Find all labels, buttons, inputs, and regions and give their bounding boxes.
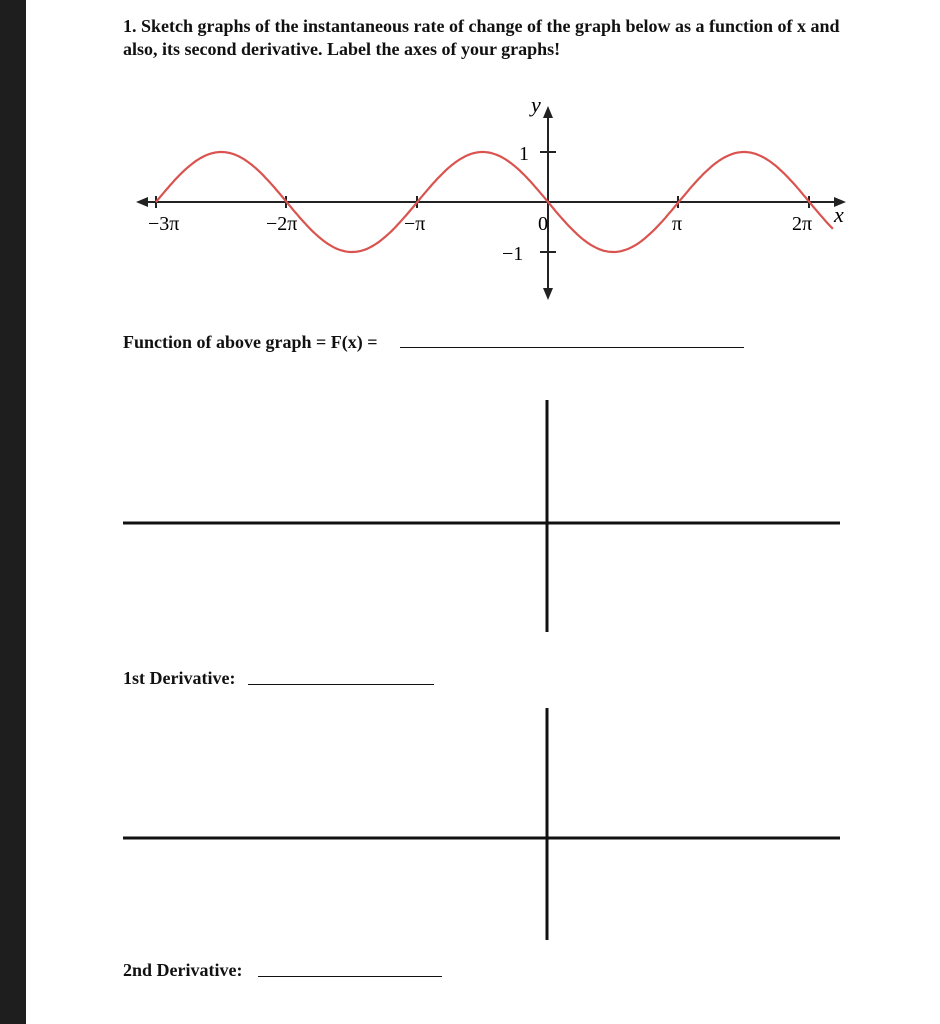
y-axis-down-arrow	[543, 288, 553, 300]
x-tick-label-pi: π	[672, 213, 683, 235]
y-tick-label-minus1: −1	[502, 243, 524, 265]
second-derivative-label: 2nd Derivative:	[123, 960, 243, 980]
function-prompt-label: Function of above graph = F(x) =	[123, 332, 378, 352]
function-answer-blank[interactable]	[400, 347, 744, 348]
x-tick-label-2pi: 2π	[792, 213, 813, 235]
x-axis-label: x	[834, 202, 844, 227]
second-derivative-answer-blank[interactable]	[258, 976, 442, 977]
x-axis-left-arrow	[136, 197, 148, 207]
first-derivative-label: 1st Derivative:	[123, 668, 236, 688]
question-text-line-1: 1. Sketch graphs of the instantaneous rate of change of the graph below as a function of x and	[123, 16, 840, 36]
x-tick-label-minuspi: −π	[404, 213, 426, 235]
x-tick-label-0: 0	[538, 213, 548, 235]
first-derivative-answer-blank[interactable]	[248, 684, 434, 685]
y-axis-label: y	[531, 92, 541, 117]
y-axis-up-arrow	[543, 106, 553, 118]
y-tick-label-1: 1	[519, 143, 529, 165]
x-tick-label-minus2pi: −2π	[266, 213, 298, 235]
question-text-line-2: also, its second derivative. Label the axes of your graphs!	[123, 39, 561, 59]
x-tick-label-minus3pi: −3π	[148, 213, 180, 235]
